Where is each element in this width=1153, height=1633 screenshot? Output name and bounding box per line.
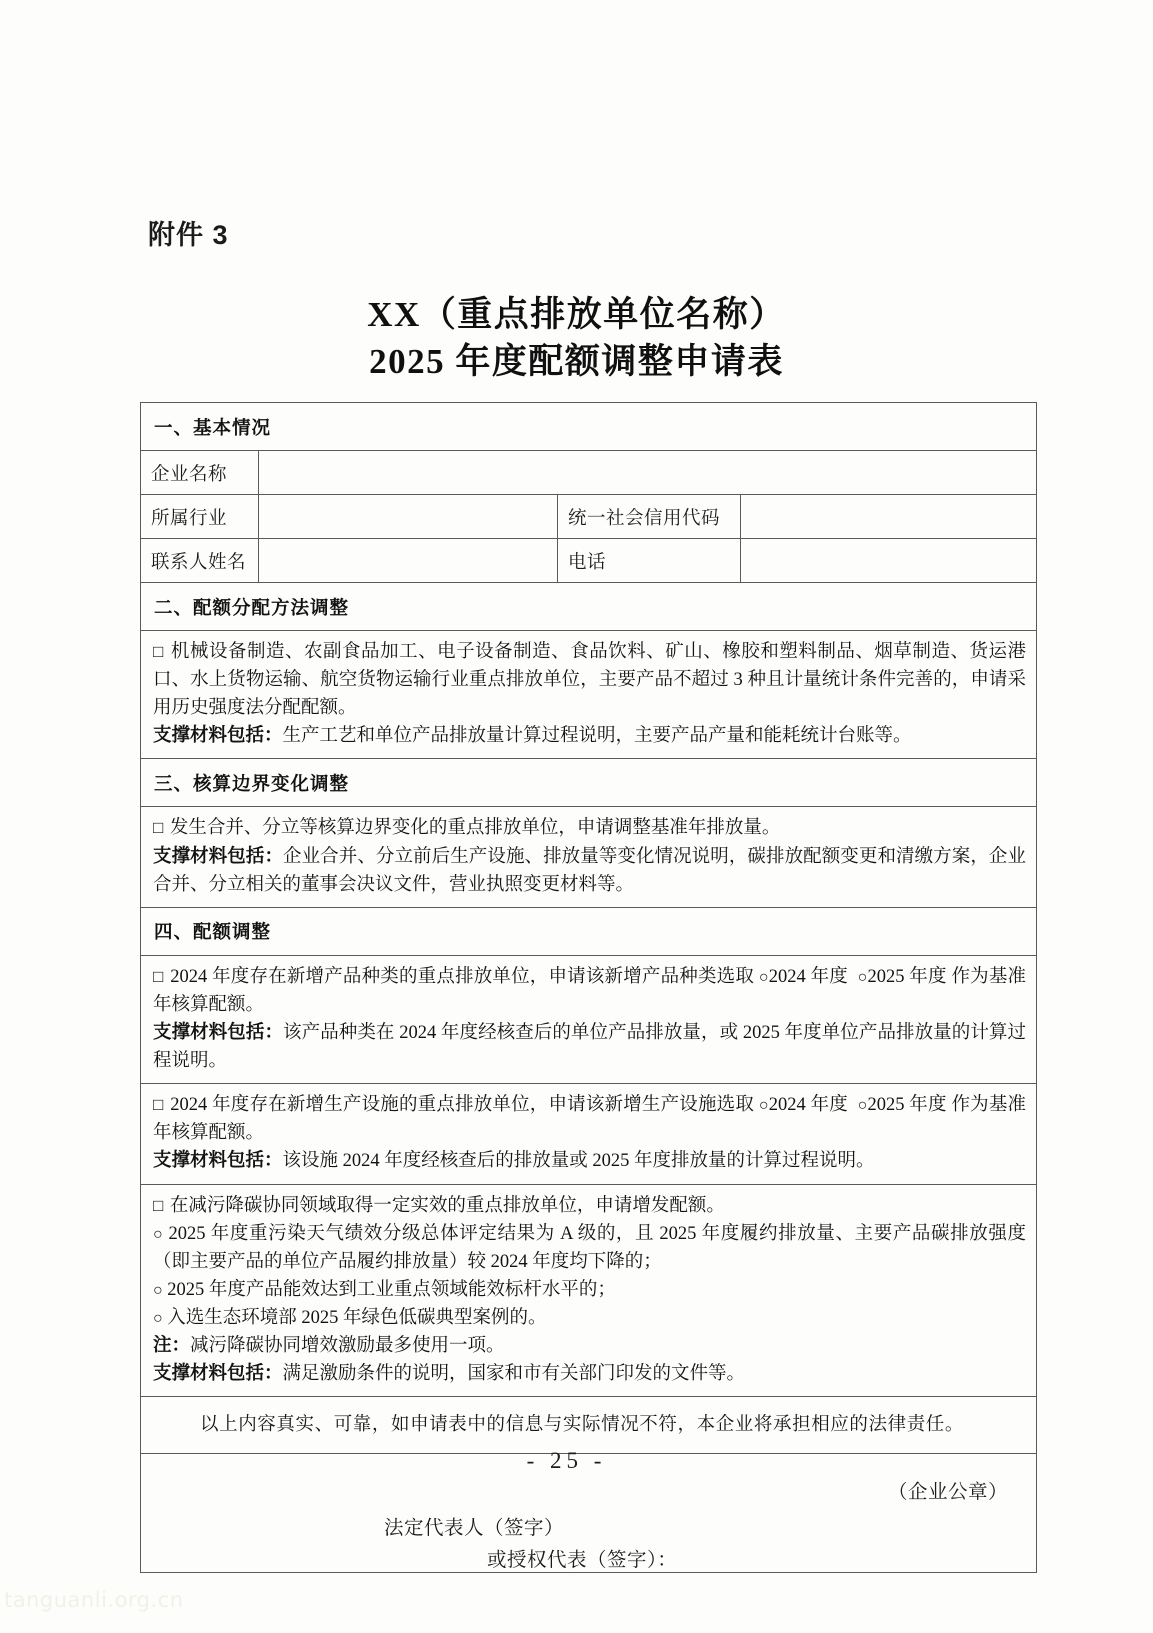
- boundary-item-paragraph: [153, 814, 1026, 842]
- page-title: [0, 292, 1153, 385]
- method-support-paragraph: [153, 722, 1026, 750]
- checkbox-method[interactable]: □: [153, 642, 166, 661]
- quota2-option1-text: 2024 年度: [768, 1095, 848, 1116]
- quota1-support-label: 支撑材料包括：: [153, 1022, 284, 1043]
- quota2-support-paragraph: [153, 1147, 1026, 1175]
- checkbox-quota-2[interactable]: □: [153, 1095, 166, 1115]
- input-credit-code[interactable]: [741, 495, 1037, 539]
- table-row: [141, 807, 1037, 907]
- quota-block-1: [141, 955, 1037, 1083]
- quota2-support-label: 支撑材料包括：: [153, 1151, 283, 1172]
- quota3-support-label: 支撑材料包括：: [153, 1364, 283, 1385]
- quota1-option2-text: 2025 年度: [867, 966, 947, 987]
- title-line-1: XX（重点排放单位名称）: [367, 295, 786, 334]
- table-row: [141, 1084, 1037, 1184]
- radio-quota3-option-2[interactable]: ○: [153, 1281, 163, 1299]
- quota3-option-2-text: 2025 年度产品能效达到工业重点领域能效标杆水平的；: [167, 1279, 616, 1300]
- checkbox-quota-1[interactable]: □: [153, 966, 166, 986]
- method-item-text: 机械设备制造、农副食品加工、电子设备制造、食品饮料、矿山、橡胶和塑料制品、烟草制造、货运港口、水上货物运输、航空货物运输行业重点排放单位，主要产品不超过 3 种且计量统计条件完善的，申请采用历史强度法分配配额。: [153, 642, 1027, 719]
- quota-block-2: [141, 1084, 1037, 1184]
- radio-quota3-option-3[interactable]: ○: [153, 1309, 163, 1327]
- section-heading-method: 二、配额分配方法调整: [141, 583, 1037, 631]
- quota3-option-1: [153, 1220, 1026, 1276]
- input-company-name[interactable]: [259, 451, 1037, 495]
- quota3-option-2: [153, 1276, 1026, 1304]
- section-heading-basic: 一、基本情况: [141, 403, 1037, 451]
- checkbox-quota-3[interactable]: □: [153, 1195, 166, 1215]
- table-row: [141, 759, 1037, 807]
- label-contact-name: 联系人姓名: [141, 539, 259, 583]
- quota3-note-text: 减污降碳协同增效激励最多使用一项。: [190, 1336, 505, 1357]
- method-support-label: 支撑材料包括：: [153, 726, 283, 747]
- section-method-body: [141, 631, 1037, 759]
- page-number: - 25 -: [526, 1448, 607, 1473]
- checkbox-boundary[interactable]: □: [153, 818, 166, 838]
- quota3-support-text: 满足激励条件的说明，国家和市有关部门印发的文件等。: [282, 1364, 746, 1385]
- quota2-support-text: 该设施 2024 年度经核查后的排放量或 2025 年度排放量的计算过程说明。: [282, 1151, 875, 1172]
- method-item-paragraph: [153, 638, 1026, 722]
- boundary-support-text: 企业合并、分立前后生产设施、排放量等变化情况说明，碳排放配额变更和清缴方案，企业合并、分立相关的董事会决议文件，营业执照变更材料等。: [153, 846, 1026, 895]
- quota1-option1-text: 2024 年度: [768, 966, 848, 987]
- table-row: [141, 631, 1037, 759]
- table-row: [141, 495, 1037, 539]
- quota3-option-1-text: 2025 年度重污染天气绩效分级总体评定结果为 A 级的，且 2025 年度履约排放量、主要产品碳排放强度（即主要产品的单位产品履约排放量）较 2024 年度均下降的；: [153, 1223, 1027, 1272]
- table-row: [141, 451, 1037, 495]
- quota3-option-3-text: 入选生态环境部 2025 年绿色低碳典型案例的。: [167, 1307, 547, 1328]
- input-industry[interactable]: [259, 495, 558, 539]
- label-company-name: 企业名称: [141, 451, 259, 495]
- section-heading-quota: 四、配额调整: [141, 907, 1037, 955]
- section-boundary-body: [141, 807, 1037, 907]
- quota3-note-label: 注：: [153, 1336, 191, 1357]
- table-row: [141, 907, 1037, 955]
- radio-quota2-2024[interactable]: ○: [758, 1097, 769, 1115]
- site-watermark: tanguanli.org.cn: [4, 1588, 184, 1612]
- table-row: [141, 955, 1037, 1083]
- title-line-2: 2025 年度配额调整申请表: [369, 341, 784, 381]
- quota3-note-paragraph: [153, 1332, 1026, 1360]
- declaration-text: 以上内容真实、可靠，如申请表中的信息与实际情况不符，本企业将承担相应的法律责任。: [141, 1397, 1037, 1454]
- boundary-support-label: 支撑材料包括：: [153, 846, 284, 867]
- quota1-support-paragraph: [153, 1019, 1026, 1075]
- quota3-lead-text: 在减污降碳协同领域取得一定实效的重点排放单位，申请增发配额。: [169, 1195, 725, 1216]
- radio-quota2-2025[interactable]: ○: [857, 1097, 868, 1115]
- quota1-text-part2: 作为基准年核算配额。: [153, 966, 1027, 1015]
- radio-quota1-2024[interactable]: ○: [758, 968, 769, 986]
- table-row: [141, 539, 1037, 583]
- quota3-option-3: [153, 1304, 1026, 1332]
- quota2-item-paragraph: [153, 1091, 1026, 1147]
- quota1-text-part1: 2024 年度存在新增产品种类的重点排放单位，申请该新增产品种类选取: [170, 966, 755, 987]
- quota2-text-part2: 作为基准年核算配额。: [153, 1095, 1027, 1144]
- label-industry: 所属行业: [141, 495, 259, 539]
- input-phone[interactable]: [741, 539, 1037, 583]
- boundary-item-text: 发生合并、分立等核算边界变化的重点排放单位，申请调整基准年排放量。: [169, 818, 781, 839]
- quota1-support-text: 该产品种类在 2024 年度经核查后的单位产品排放量，或 2025 年度单位产品排放量的计算过程说明。: [153, 1022, 1026, 1072]
- legal-representative-signature-label[interactable]: 法定代表人（签字）: [384, 1517, 565, 1539]
- table-row: [141, 1397, 1037, 1454]
- quota3-support-paragraph: [153, 1360, 1026, 1388]
- section-heading-boundary: 三、核算边界变化调整: [141, 759, 1037, 807]
- quota-block-3: [141, 1184, 1037, 1397]
- quota1-item-paragraph: [153, 963, 1026, 1019]
- quota2-option2-text: 2025 年度: [867, 1095, 947, 1116]
- application-form-table: [140, 402, 1037, 1573]
- quota3-lead-paragraph: [153, 1192, 1026, 1220]
- method-support-text: 生产工艺和单位产品排放量计算过程说明，主要产品产量和能耗统计台账等。: [282, 726, 912, 747]
- label-credit-code: 统一社会信用代码: [558, 495, 741, 539]
- label-phone: 电话: [558, 539, 741, 583]
- table-row: [141, 1184, 1037, 1397]
- authorized-representative-signature-label[interactable]: 或授权代表（签字）：: [487, 1549, 678, 1571]
- radio-quota3-option-1[interactable]: ○: [153, 1225, 164, 1243]
- table-row: [141, 583, 1037, 631]
- attachment-label: 附件 3: [148, 220, 229, 250]
- input-contact-name[interactable]: [259, 539, 558, 583]
- table-row: [141, 403, 1037, 451]
- boundary-support-paragraph: [153, 843, 1026, 899]
- company-seal-note: （企业公章）: [888, 1481, 1009, 1503]
- radio-quota1-2025[interactable]: ○: [857, 968, 868, 986]
- quota2-text-part1: 2024 年度存在新增生产设施的重点排放单位，申请该新增生产设施选取: [170, 1095, 755, 1116]
